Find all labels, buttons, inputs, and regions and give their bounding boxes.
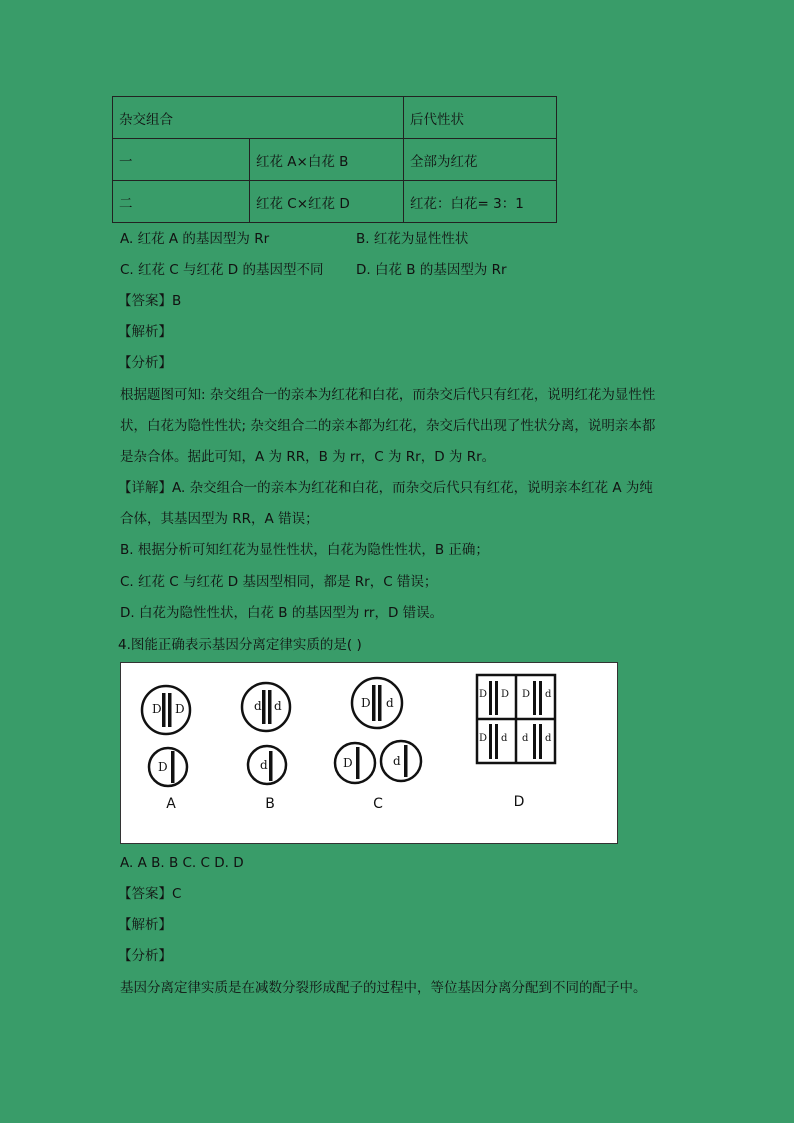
allele-label: d <box>522 733 529 744</box>
question-stem: 4.图能正确表示基因分离定律实质的是( ) <box>118 637 362 653</box>
detail-line: C. 红花 C 与红花 D 基因型相同，都是 Rr，C 错误； <box>120 574 438 590</box>
allele-label: D <box>158 760 168 774</box>
allele-label: D <box>501 689 510 700</box>
allele-label: d <box>274 699 282 713</box>
cell-a-gamete <box>149 748 187 786</box>
jiexi-label: 【解析】 <box>118 324 172 340</box>
analysis-line: 状，白花为隐性性状; 杂交组合二的亲本都为红花，杂交后代出现了性状分离，说明亲本都 <box>120 418 656 434</box>
answer-label: 【答案】C <box>118 886 182 902</box>
row-cross: 红花 C×红花 D <box>250 181 404 223</box>
allele-label: d <box>545 689 552 700</box>
answer-label: 【答案】B <box>118 293 182 309</box>
allele-label: D <box>479 689 488 700</box>
cell-b-diploid <box>242 683 290 731</box>
allele-label: d <box>260 758 268 772</box>
allele-label: D <box>361 696 371 710</box>
detail-line: B. 根据分析可知红花为显性性状，白花为隐性性状，B 正确； <box>120 542 489 558</box>
q4-options: A. A B. B C. C D. D <box>120 855 244 871</box>
figure-label-d: D <box>513 794 525 810</box>
figure-label-a: A <box>166 796 176 812</box>
fenxi-label: 【分析】 <box>118 948 172 964</box>
allele-label: d <box>501 733 508 744</box>
allele-label: D <box>479 733 488 744</box>
option-c: C. 红花 C 与红花 D 的基因型不同 <box>120 262 324 278</box>
allele-label: D <box>175 702 185 716</box>
table-row <box>113 181 557 223</box>
figure-label-b: B <box>265 796 275 812</box>
row-id: 二 <box>113 181 250 223</box>
cross-table <box>112 96 557 223</box>
allele-figure <box>120 662 618 844</box>
option-a: A. 红花 A 的基因型为 Rr <box>120 231 270 247</box>
figure-label-c: C <box>373 796 383 812</box>
analysis-line: 根据题图可知: 杂交组合一的亲本为红花和白花，而杂交后代只有红花，说明红花为显性性 <box>120 387 656 403</box>
allele-label: d <box>254 699 262 713</box>
cell-c-gamete <box>381 741 421 781</box>
allele-figure-svg <box>121 663 617 843</box>
detail-line: D. 白花为隐性性状，白花 B 的基因型为 rr，D 错误。 <box>120 605 444 621</box>
row-id: 一 <box>113 139 250 181</box>
header-offspring: 后代性状 <box>404 97 557 139</box>
allele-label: d <box>545 733 552 744</box>
detail-line: 合体，其基因型为 RR，A 错误； <box>120 511 319 527</box>
table-header-row <box>113 97 557 139</box>
analysis-line: 是杂合体。据此可知，A 为 RR，B 为 rr，C 为 Rr，D 为 Rr。 <box>120 449 496 465</box>
option-b: B. 红花为显性性状 <box>356 231 469 247</box>
analysis-line: 基因分离定律实质是在减数分裂形成配子的过程中，等位基因分离分配到不同的配子中。 <box>120 980 647 996</box>
allele-label: d <box>386 696 394 710</box>
cell-c-diploid <box>352 678 402 728</box>
row-cross: 红花 A×白花 B <box>250 139 404 181</box>
allele-label: D <box>152 702 162 716</box>
table-row <box>113 139 557 181</box>
allele-label: D <box>343 756 353 770</box>
row-result: 全部为红花 <box>404 139 557 181</box>
header-combo: 杂交组合 <box>113 97 404 139</box>
option-d: D. 白花 B 的基因型为 Rr <box>356 262 507 278</box>
allele-label: d <box>393 754 401 768</box>
cell-c-gamete <box>335 743 375 783</box>
jiexi-label: 【解析】 <box>118 917 172 933</box>
fenxi-label: 【分析】 <box>118 355 172 371</box>
allele-label: D <box>522 689 531 700</box>
row-result: 红花：白花= 3：1 <box>404 181 557 223</box>
detail-line: 【详解】A. 杂交组合一的亲本为红花和白花，而杂交后代只有红花，说明亲本红花 A 为纯 <box>118 480 653 496</box>
